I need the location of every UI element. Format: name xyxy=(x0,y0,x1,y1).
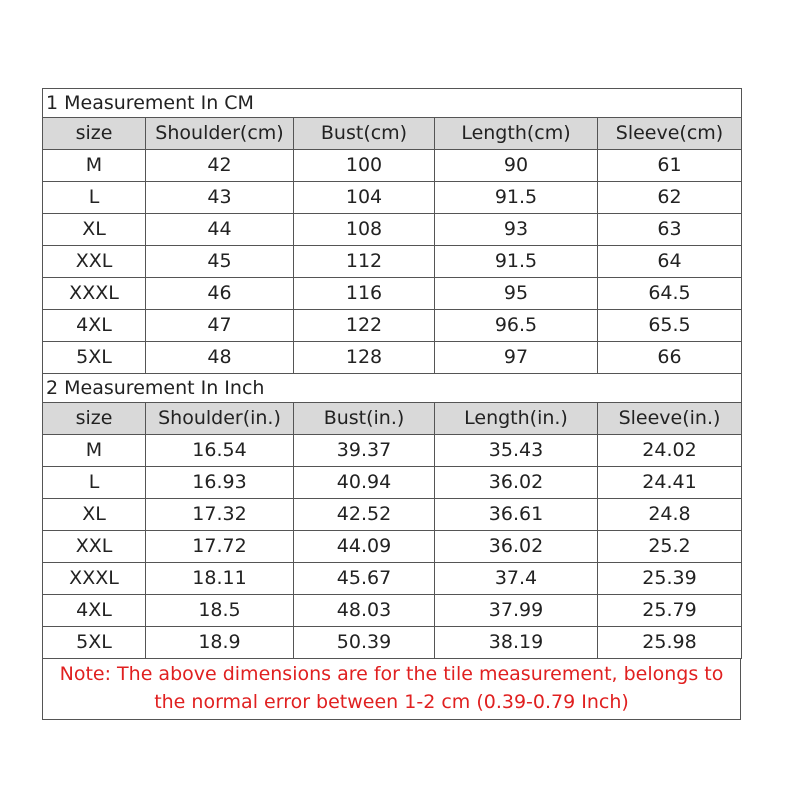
measurement-cell: 96.5 xyxy=(435,310,598,342)
measurement-cell: 91.5 xyxy=(435,182,598,214)
measurement-cell: 100 xyxy=(294,150,435,182)
measurement-cell: 37.4 xyxy=(435,563,598,595)
note-box xyxy=(42,659,741,720)
measurement-cell: 44 xyxy=(146,214,294,246)
measurement-cell: 17.32 xyxy=(146,499,294,531)
measurement-cell: 45.67 xyxy=(294,563,435,595)
measurement-cell: 18.5 xyxy=(146,595,294,627)
measurement-cell: 18.11 xyxy=(146,563,294,595)
measurement-cell: 36.02 xyxy=(435,531,598,563)
column-header: size xyxy=(43,118,146,150)
note-line-2: the normal error between 1-2 cm (0.39-0.79 Inch) xyxy=(154,691,629,713)
column-header: Sleeve(cm) xyxy=(598,118,742,150)
measurement-cell: 65.5 xyxy=(598,310,742,342)
measurement-cell: 16.54 xyxy=(146,435,294,467)
measurement-cell: 37.99 xyxy=(435,595,598,627)
size-chart xyxy=(42,88,741,720)
cm-section-title: 1 Measurement In CM xyxy=(43,89,742,118)
measurement-cell: 104 xyxy=(294,182,435,214)
table-row xyxy=(43,627,742,659)
column-header: Sleeve(in.) xyxy=(598,403,742,435)
measurement-cell: 48 xyxy=(146,342,294,374)
column-header: Bust(in.) xyxy=(294,403,435,435)
table-row xyxy=(43,595,742,627)
size-cell: XXXL xyxy=(43,563,146,595)
table-row xyxy=(43,310,742,342)
measurement-cell: 62 xyxy=(598,182,742,214)
measurement-cell: 90 xyxy=(435,150,598,182)
inch-section-title: 2 Measurement In Inch xyxy=(43,374,742,403)
table-row xyxy=(43,435,742,467)
size-cell: L xyxy=(43,182,146,214)
measurement-cell: 25.79 xyxy=(598,595,742,627)
size-cell: M xyxy=(43,435,146,467)
note-line-1: Note: The above dimensions are for the tile measurement, belongs to xyxy=(59,663,724,685)
measurement-cell: 108 xyxy=(294,214,435,246)
size-cell: XL xyxy=(43,499,146,531)
measurement-cell: 63 xyxy=(598,214,742,246)
measurement-cell: 16.93 xyxy=(146,467,294,499)
table-row xyxy=(43,563,742,595)
measurement-cell: 91.5 xyxy=(435,246,598,278)
size-table xyxy=(42,88,742,659)
measurement-cell: 17.72 xyxy=(146,531,294,563)
column-header: Bust(cm) xyxy=(294,118,435,150)
table-row xyxy=(43,214,742,246)
table-row xyxy=(43,467,742,499)
column-header: size xyxy=(43,403,146,435)
measurement-cell: 122 xyxy=(294,310,435,342)
measurement-cell: 24.41 xyxy=(598,467,742,499)
size-cell: 4XL xyxy=(43,310,146,342)
measurement-cell: 97 xyxy=(435,342,598,374)
size-cell: XXL xyxy=(43,246,146,278)
measurement-cell: 48.03 xyxy=(294,595,435,627)
cm-section xyxy=(43,89,742,374)
inch-section xyxy=(43,374,742,659)
size-cell: XL xyxy=(43,214,146,246)
measurement-cell: 46 xyxy=(146,278,294,310)
size-cell: XXL xyxy=(43,531,146,563)
measurement-cell: 36.61 xyxy=(435,499,598,531)
measurement-cell: 93 xyxy=(435,214,598,246)
measurement-cell: 25.98 xyxy=(598,627,742,659)
table-row xyxy=(43,246,742,278)
measurement-cell: 24.02 xyxy=(598,435,742,467)
column-header: Shoulder(cm) xyxy=(146,118,294,150)
measurement-cell: 39.37 xyxy=(294,435,435,467)
table-row xyxy=(43,342,742,374)
column-header: Length(cm) xyxy=(435,118,598,150)
measurement-cell: 24.8 xyxy=(598,499,742,531)
measurement-cell: 112 xyxy=(294,246,435,278)
measurement-cell: 42.52 xyxy=(294,499,435,531)
size-cell: 5XL xyxy=(43,627,146,659)
measurement-cell: 66 xyxy=(598,342,742,374)
measurement-cell: 44.09 xyxy=(294,531,435,563)
measurement-cell: 25.2 xyxy=(598,531,742,563)
measurement-cell: 36.02 xyxy=(435,467,598,499)
table-row xyxy=(43,531,742,563)
column-header: Length(in.) xyxy=(435,403,598,435)
measurement-cell: 40.94 xyxy=(294,467,435,499)
table-row xyxy=(43,182,742,214)
measurement-cell: 42 xyxy=(146,150,294,182)
size-cell: L xyxy=(43,467,146,499)
table-row xyxy=(43,278,742,310)
measurement-cell: 47 xyxy=(146,310,294,342)
measurement-cell: 116 xyxy=(294,278,435,310)
measurement-cell: 25.39 xyxy=(598,563,742,595)
size-cell: 4XL xyxy=(43,595,146,627)
measurement-cell: 128 xyxy=(294,342,435,374)
inch-header-row xyxy=(43,403,742,435)
measurement-cell: 64 xyxy=(598,246,742,278)
measurement-cell: 95 xyxy=(435,278,598,310)
cm-header-row xyxy=(43,118,742,150)
size-cell: M xyxy=(43,150,146,182)
measurement-cell: 61 xyxy=(598,150,742,182)
measurement-cell: 38.19 xyxy=(435,627,598,659)
measurement-cell: 50.39 xyxy=(294,627,435,659)
measurement-cell: 18.9 xyxy=(146,627,294,659)
measurement-cell: 45 xyxy=(146,246,294,278)
column-header: Shoulder(in.) xyxy=(146,403,294,435)
table-row xyxy=(43,150,742,182)
measurement-cell: 64.5 xyxy=(598,278,742,310)
table-row xyxy=(43,499,742,531)
measurement-cell: 43 xyxy=(146,182,294,214)
size-cell: XXXL xyxy=(43,278,146,310)
measurement-cell: 35.43 xyxy=(435,435,598,467)
size-cell: 5XL xyxy=(43,342,146,374)
